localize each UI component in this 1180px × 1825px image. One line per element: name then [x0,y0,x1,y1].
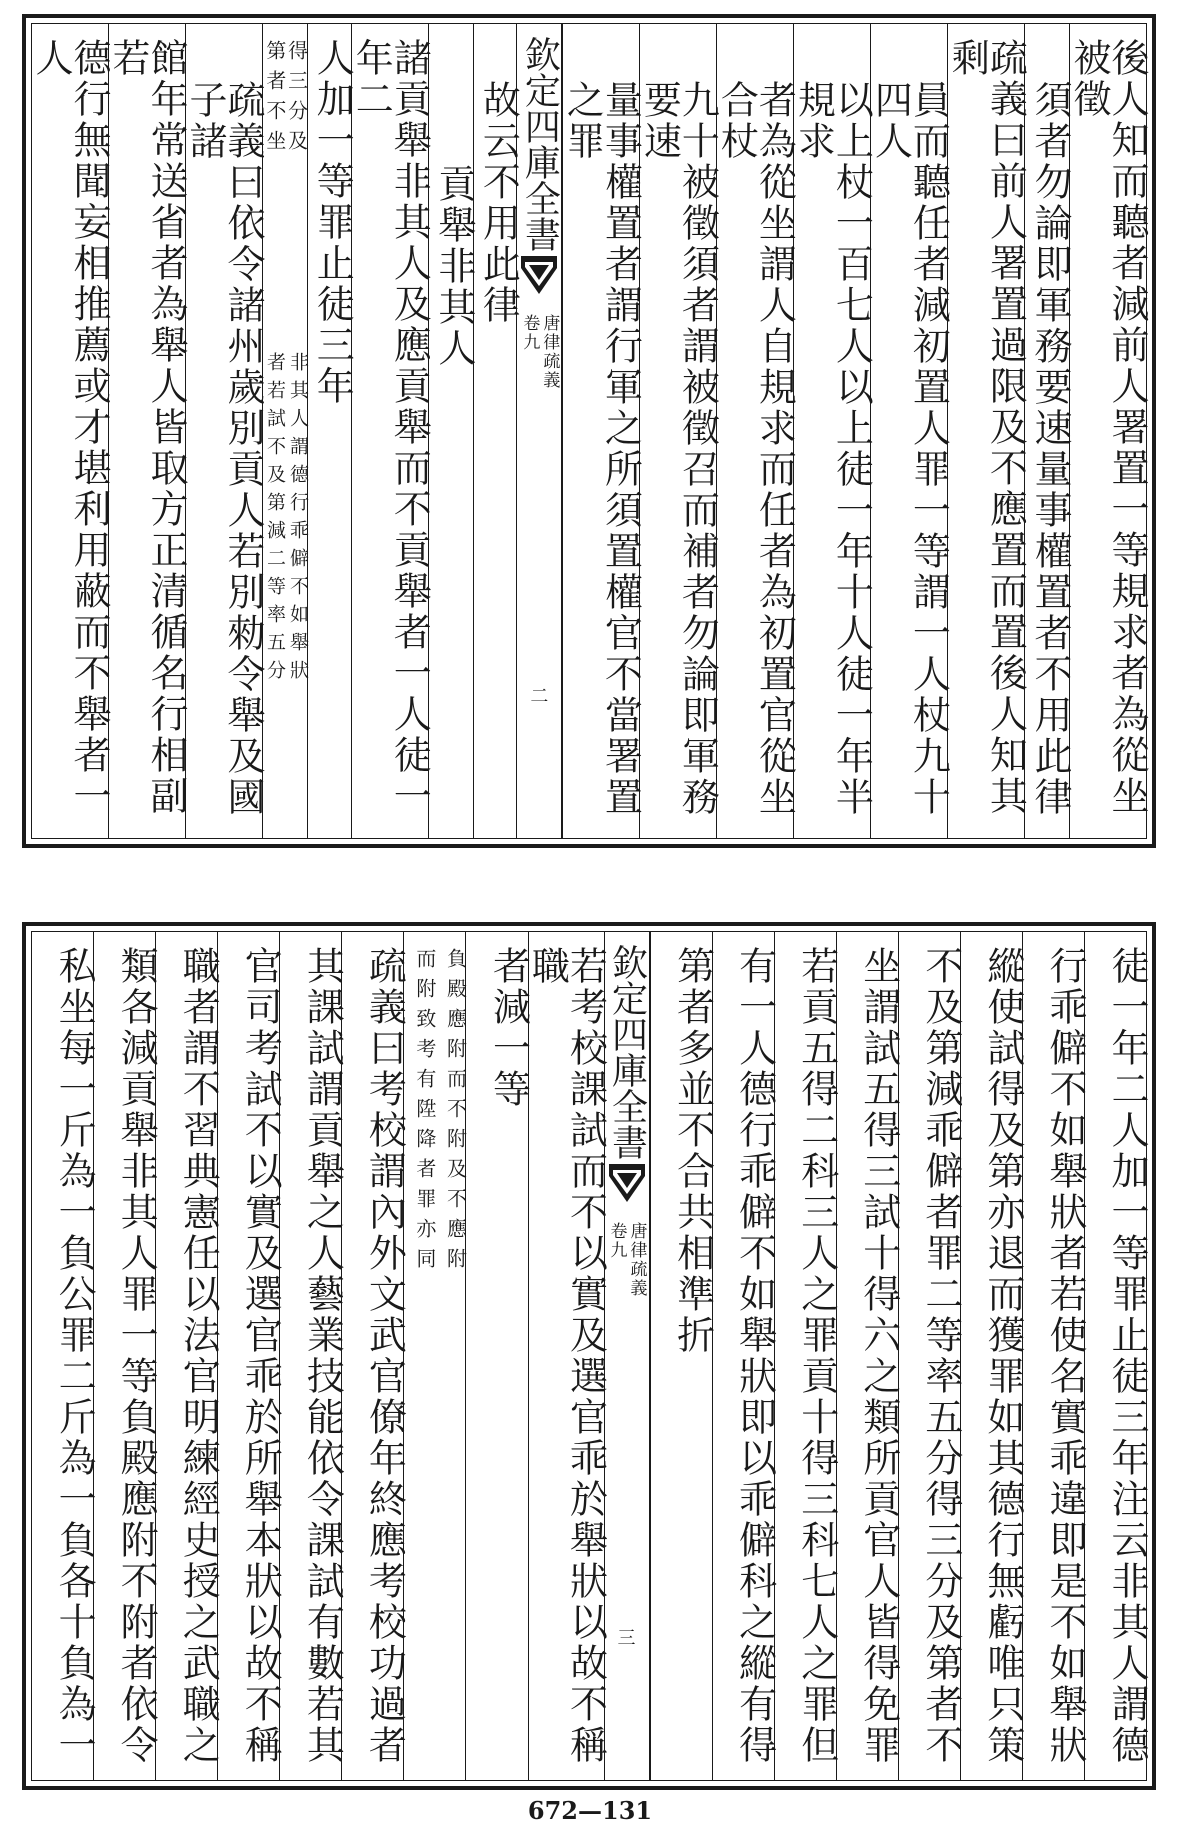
page-code: 672—131 [527,1796,653,1825]
text-column: 疏義曰前人署置過限及不應置而置後人知其剩 [947,24,1024,838]
annotation-line: 者若試不及第減二等率五分 [264,352,286,688]
main-text: 人加一等罪止徒三年 [310,38,355,407]
text-column: 九十被徵須者謂被徵召而補者勿論即軍務要速 [639,24,716,838]
text-column: 後人知而聽者減前人署置一等規求者為從坐被徵 [1069,24,1146,838]
text-column: 不及第減乖僻者罪二等率五分得三分及第者不 [898,932,960,1780]
chapter-title: 唐律疏義 [626,1222,647,1298]
main-text: 者減一等 [486,946,531,1110]
annotation-line: 第者不坐 [262,40,287,160]
annotation-line: 非其人謂德行乖僻不如舉狀 [287,352,309,688]
annotation-line: 負殿應附而不附及不應附 [443,948,468,1278]
text-column: 以上杖一百七人以上徒一年十人徒一年半規求 [793,24,870,838]
center-fold-header [604,932,650,1780]
text-column: 私坐每一斤為一負公罪二斤為一負各十負為一 [52,946,97,1766]
text-column: 若貢五得二科三人之罪貢十得三科七人之罪但 [774,932,836,1780]
annotation-line: 得三分及 [284,40,309,160]
book-title: 欽定四庫全書 [519,36,561,252]
text-column-with-note [465,932,531,1780]
text-column: 諸貢舉非其人及應貢舉而不貢舉者一人徒一年二 [351,24,428,838]
center-fold-header [516,24,562,838]
text-column: 德行無聞妄相推薦或才堪利用蔽而不舉者一人 [29,38,112,817]
fish-tail-mark [521,256,557,294]
text-column: 者為從坐謂人自規求而任者為初置官從坐合杖 [716,24,793,838]
fish-tail-mark [609,1164,645,1202]
text-column: 行乖僻不如舉狀者若使名實乖違即是不如舉狀 [1022,932,1084,1780]
section-heading: 貢舉非其人 [428,24,473,838]
text-column: 職者謂不習典憲任以法官明練經史授之武職之 [155,932,217,1780]
text-column: 量事權置者謂行軍之所須置權官不當署置之罪 [562,24,639,838]
chapter-title: 唐律疏義 [539,314,560,390]
volume-label: 卷九 [519,314,540,352]
folio-number: 二 [530,686,549,707]
annotation-line: 而附致考有陞降者罪亦同 [412,948,437,1278]
text-column: 類各減貢舉非其人罪一等負殿應附不附者依令 [93,932,155,1780]
text-column: 故云不用此律 [473,24,518,838]
text-column: 若考校課試而不以實及選官乖於舉狀以故不稱職 [528,932,605,1780]
text-column: 官司考試不以實及選官乖於所舉本狀以故不稱 [217,932,279,1780]
text-column: 須者勿論即軍務要速量事權置者不用此律 [1024,24,1069,838]
text-column: 徒一年二人加一等罪止徒三年注云非其人謂德 [1084,932,1146,1780]
text-column: 疏義曰依令諸州歲別貢人若別勑令舉及國子諸 [185,24,262,838]
lower-page [22,922,1156,1790]
text-column: 疏義曰考校謂內外文武官僚年終應考校功過者 [341,932,403,1780]
text-column: 第者多並不合共相準折 [650,932,712,1780]
annotation-column [403,932,468,1780]
text-column: 坐謂試五得三試十得六之類所貢官人皆得免罪 [836,932,898,1780]
book-title: 欽定四庫全書 [606,944,648,1160]
folio-number: 三 [617,1628,636,1649]
upper-page [22,14,1156,848]
text-column: 有一人德行乖僻不如舉狀即以乖僻科之縱有得 [712,932,774,1780]
text-column: 館年常送省者為舉人皆取方正清循名行相副若 [108,24,185,838]
text-column: 縱使試得及第亦退而獲罪如其德行無虧唯只策 [960,932,1022,1780]
top-note-block [263,352,309,832]
text-column-with-note [307,24,355,838]
text-column: 員而聽任者減初置人罪一等謂一人杖九十四人 [870,24,947,838]
text-column: 其課試謂貢舉之人藝業技能依令課試有數若其 [279,932,341,1780]
volume-label: 卷九 [606,1222,627,1260]
